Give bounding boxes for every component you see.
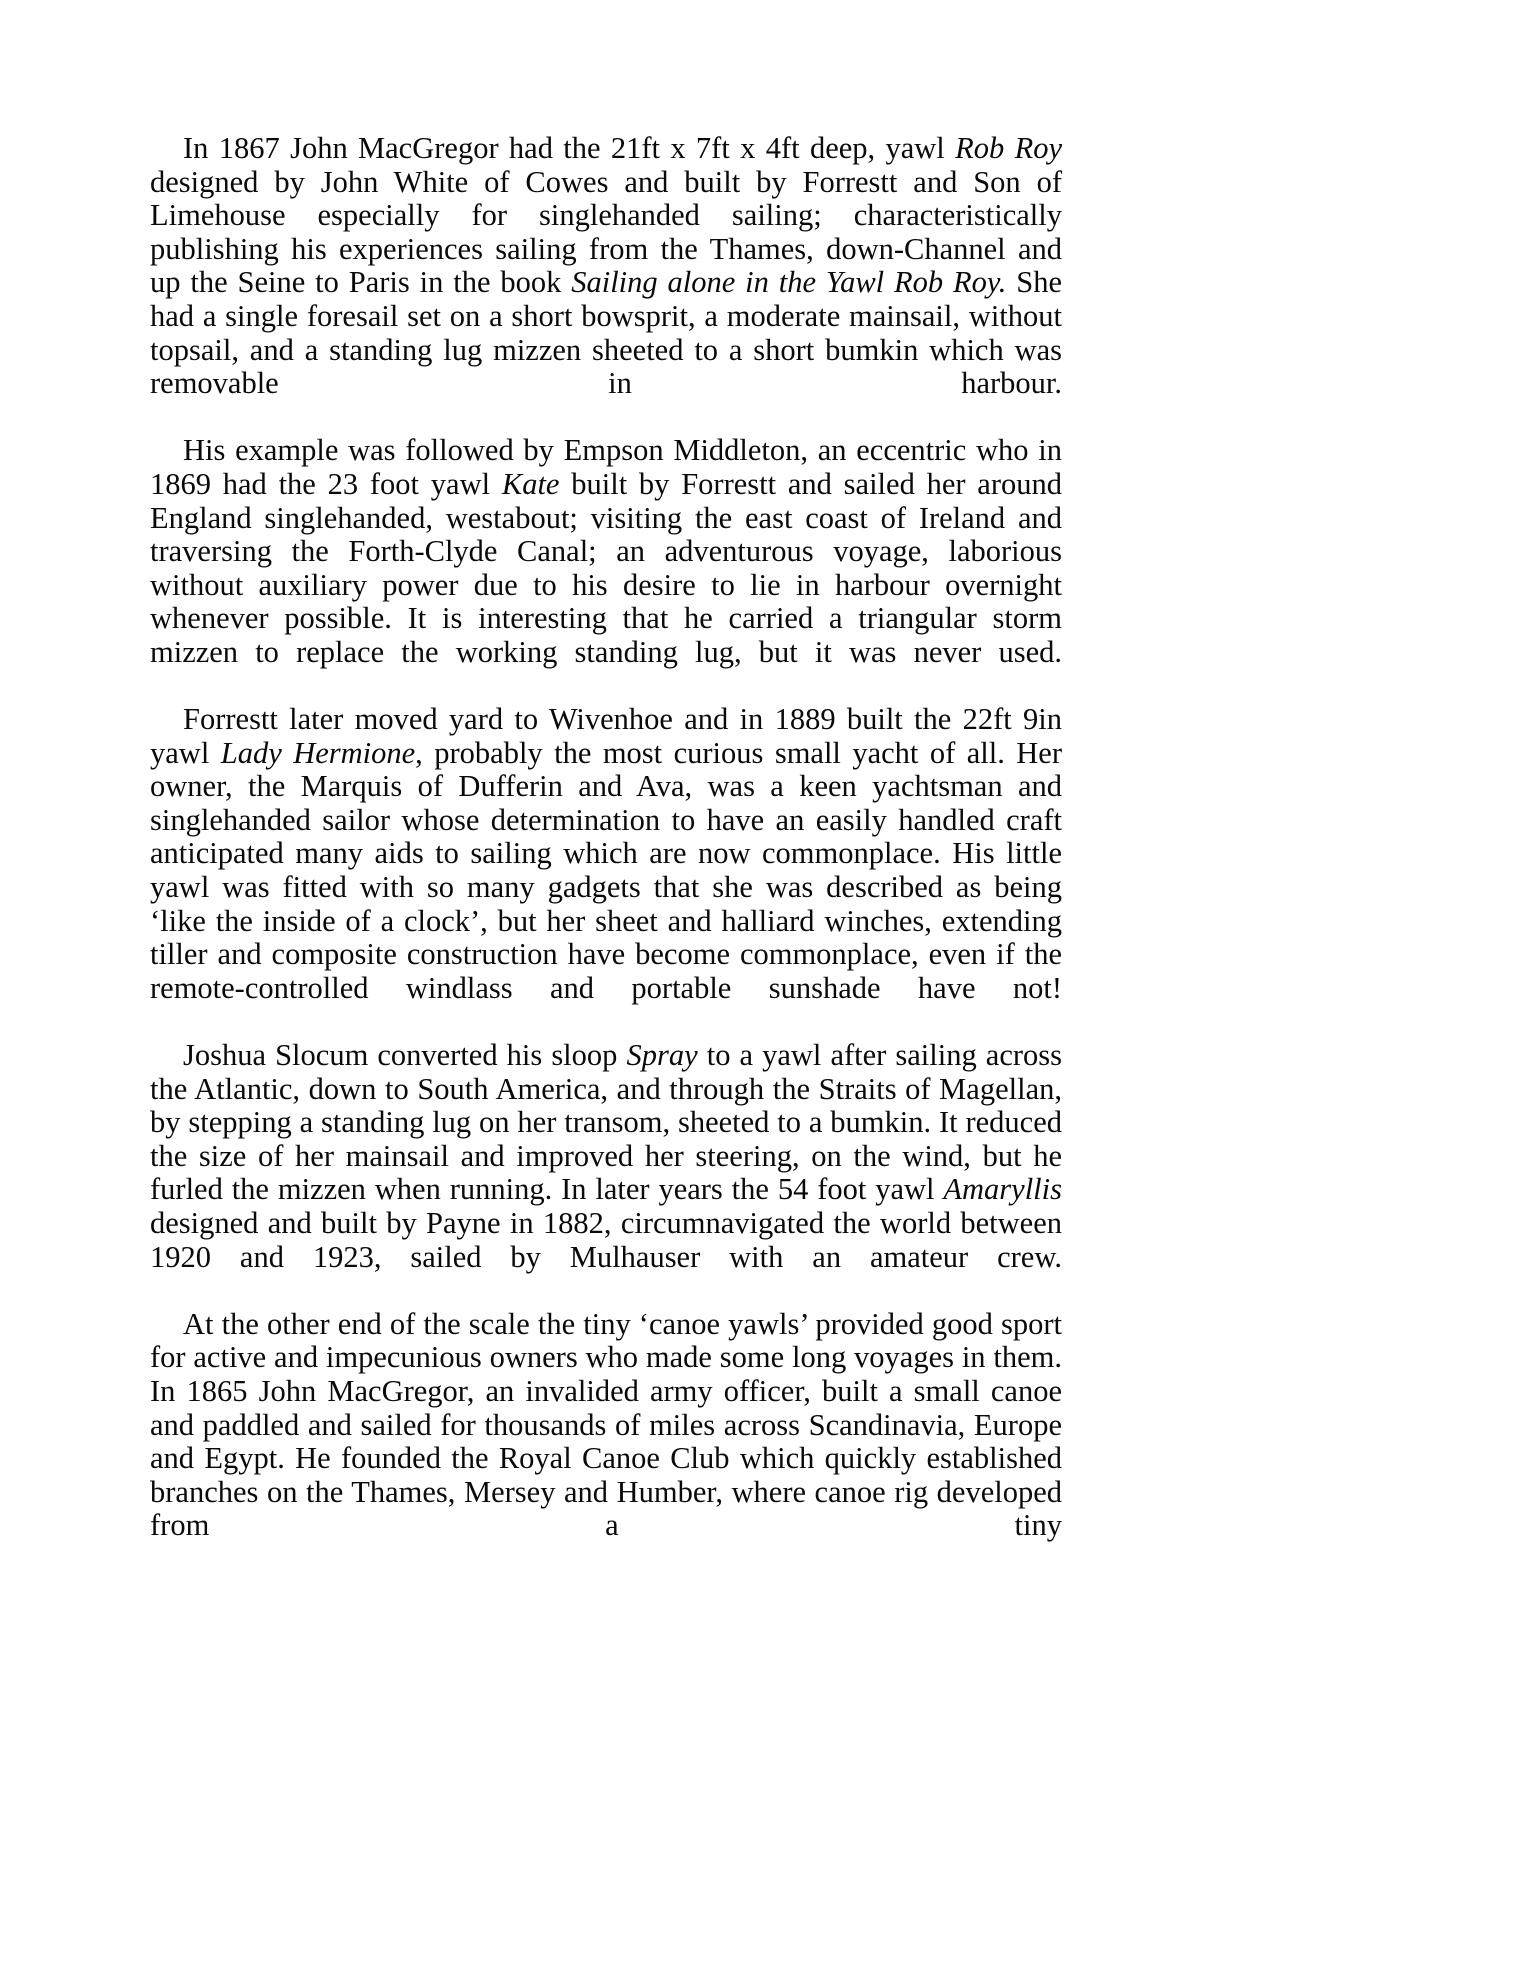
text-run: to a yawl after sailing across the Atlantic, down to South America, and through the Straits of Magellan, by stepping a standing lug on her transom, sheeted to a bumkin. It reduced the size of her mainsail and improved her steering, on the wind, but he furled the mizzen when running. In later years the 54 foot yawl bbox=[150, 1038, 1062, 1207]
italic-title-run: Lady Hermione bbox=[220, 735, 416, 770]
paragraph-p1 bbox=[150, 132, 1062, 434]
text-run: designed and built by Payne in 1882, circumnavigated the world between 1920 and 1923, sailed by Mulhauser with an amateur crew. bbox=[150, 1206, 1062, 1274]
body-text-column bbox=[150, 132, 1062, 1577]
paragraph-p3 bbox=[150, 703, 1062, 1039]
italic-title-run: Spray bbox=[626, 1038, 698, 1073]
italic-title-run: Sailing alone in the Yawl Rob Roy. bbox=[571, 265, 1007, 300]
text-run: , probably the most curious small yacht of all. Her owner, the Marquis of Dufferin and Ava, was a keen yachtsman and singlehanded sailor whose determination to have an easily handled craft anticipated many aids to sailing which are now commonplace. His little yawl was fitted with so many gadgets that she was described as being ‘like the inside of a clock’, but her sheet and halliard winches, extending tiller and composite construction have become commonplace, even if the remote-controlled windlass and portable sunshade have not! bbox=[150, 735, 1062, 1005]
text-run: Joshua Slocum converted his sloop bbox=[183, 1038, 627, 1073]
paragraph-p2 bbox=[150, 434, 1062, 703]
text-run: His example was followed by Empson Middleton, an eccentric who in 1869 had the 23 foot yawl bbox=[150, 433, 1062, 501]
text-run: Forrestt later moved yard to Wivenhoe and in 1889 built the 22ft 9in yawl bbox=[150, 702, 1062, 770]
text-run: built by Forrestt and sailed her around England singlehanded, westabout; visiting the east coast of Ireland and traversing the Forth-Clyde Canal; an adventurous voyage, laborious without auxiliary power due to his desire to lie in harbour overnight whenever possible. It is interesting that he carried a triangular storm mizzen to replace the working standing lug, but it was never used. bbox=[150, 466, 1062, 669]
paragraph-p4 bbox=[150, 1039, 1062, 1308]
text-run: At the other end of the scale the tiny ‘canoe yawls’ provided good sport for active and impecunious owners who made some long voyages in them. In 1865 John MacGregor, an invalided army officer, built a small canoe and paddled and sailed for thousands of miles across Scandinavia, Europe and Egypt. He founded the Royal Canoe Club which quickly established branches on the Thames, Mersey and Humber, where canoe rig developed from a tiny bbox=[150, 1306, 1062, 1543]
paragraph-p5 bbox=[150, 1308, 1062, 1577]
text-run: She had a single foresail set on a short bowsprit, a moderate mainsail, without topsail, and a standing lug mizzen sheeted to a short bumkin which was removable in harbour. bbox=[150, 265, 1062, 401]
italic-title-run: Rob Roy bbox=[955, 131, 1062, 165]
text-run: designed by John White of Cowes and built by Forrestt and Son of Limehouse especially for singlehanded sailing; characteristically publishing his experiences sailing from the Thames, down-Channel and up the Seine to Paris in the book bbox=[150, 164, 1062, 300]
italic-title-run: Amaryllis bbox=[943, 1172, 1062, 1207]
italic-title-run: Kate bbox=[501, 466, 560, 501]
text-run: In 1867 John MacGregor had the 21ft x 7ft x 4ft deep, yawl bbox=[183, 131, 956, 165]
